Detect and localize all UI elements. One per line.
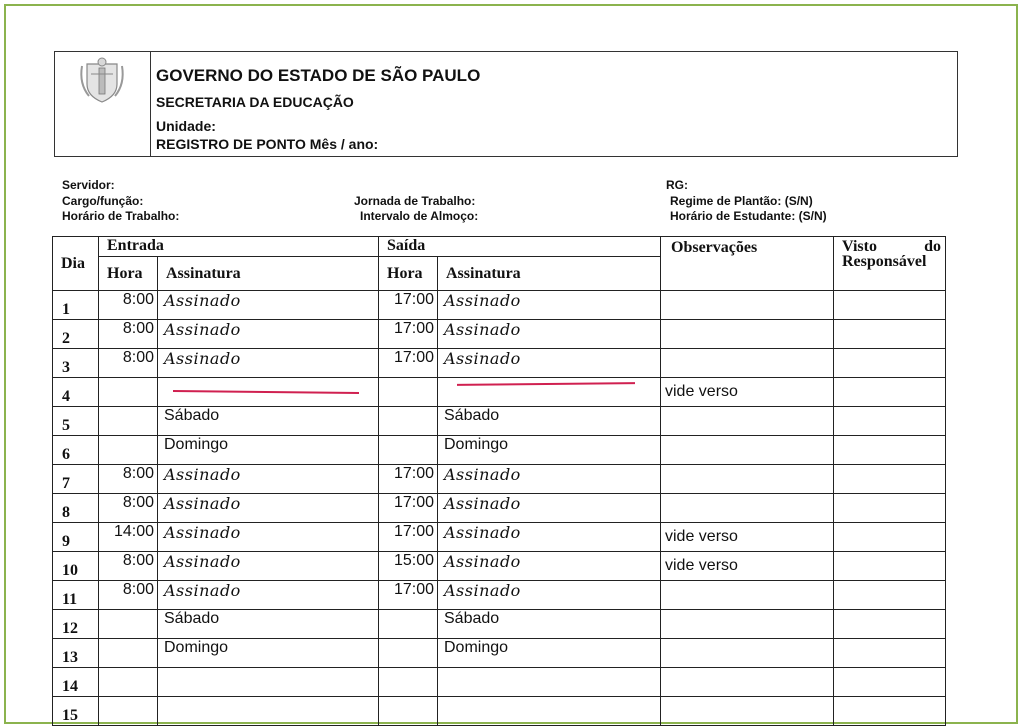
entrada-assinatura-cell: Assinado: [158, 349, 379, 378]
entrada-assinatura-cell: [158, 668, 379, 697]
entrada-assinatura-cell: Assinado: [158, 291, 379, 320]
logo-cell: [55, 52, 151, 156]
observacoes-cell: vide verso: [661, 552, 834, 581]
day-number: 1: [53, 291, 99, 320]
saida-hora-cell: [379, 697, 438, 726]
day-number: 10: [53, 552, 99, 581]
saida-hora-cell: [379, 610, 438, 639]
visto-cell: [834, 523, 946, 552]
table-row: [53, 436, 946, 465]
day-number: 7: [53, 465, 99, 494]
table-row: [53, 697, 946, 726]
visto-cell: [834, 697, 946, 726]
saida-hora-cell: 15:00: [379, 552, 438, 581]
table-row: [53, 465, 946, 494]
entrada-hora-cell: 8:00: [99, 581, 158, 610]
servidor-label: Servidor:: [62, 178, 115, 192]
entrada-assinatura-cell: Assinado: [158, 465, 379, 494]
saida-hora-cell: 17:00: [379, 494, 438, 523]
entrada-assinatura-cell: Assinado: [158, 320, 379, 349]
table-row: [53, 639, 946, 668]
entrada-hora-cell: [99, 436, 158, 465]
entrada-assinatura-cell: Assinado: [158, 552, 379, 581]
entrada-assinatura-cell: Sábado: [158, 610, 379, 639]
saida-hora-cell: 17:00: [379, 465, 438, 494]
header-observacoes: Observações: [661, 237, 834, 291]
regime-plantao-label: Regime de Plantão: (S/N): [670, 194, 813, 208]
saida-assinatura-cell: Assinado: [438, 494, 661, 523]
visto-cell: [834, 465, 946, 494]
horario-trabalho-label: Horário de Trabalho:: [62, 209, 180, 223]
table-row: [53, 552, 946, 581]
saida-assinatura-cell: Assinado: [438, 320, 661, 349]
observacoes-cell: [661, 349, 834, 378]
register-month-year-label: REGISTRO DE PONTO Mês / ano:: [156, 136, 379, 152]
observacoes-cell: vide verso: [661, 523, 834, 552]
header-entrada-assinatura: Assinatura: [158, 257, 379, 291]
visto-cell: [834, 291, 946, 320]
visto-cell: [834, 349, 946, 378]
saida-assinatura-cell: Sábado: [438, 610, 661, 639]
observacoes-cell: [661, 465, 834, 494]
saida-hora-cell: 17:00: [379, 291, 438, 320]
header-dia: Dia: [53, 237, 99, 291]
entrada-assinatura-cell: Assinado: [158, 581, 379, 610]
entrada-hora-cell: 8:00: [99, 291, 158, 320]
table-row: [53, 494, 946, 523]
entrada-assinatura-cell: Assinado: [158, 523, 379, 552]
visto-cell: [834, 436, 946, 465]
day-number: 2: [53, 320, 99, 349]
day-number: 8: [53, 494, 99, 523]
entrada-hora-cell: 14:00: [99, 523, 158, 552]
observacoes-cell: [661, 639, 834, 668]
observacoes-cell: [661, 668, 834, 697]
saida-hora-cell: 17:00: [379, 581, 438, 610]
table-row: [53, 320, 946, 349]
visto-cell: [834, 639, 946, 668]
observacoes-cell: [661, 494, 834, 523]
visto-cell: [834, 552, 946, 581]
entrada-hora-cell: 8:00: [99, 465, 158, 494]
observacoes-cell: vide verso: [661, 378, 834, 407]
observacoes-cell: [661, 407, 834, 436]
observacoes-cell: [661, 581, 834, 610]
entrada-hora-cell: [99, 639, 158, 668]
visto-cell: [834, 378, 946, 407]
entrada-assinatura-cell: Assinado: [158, 494, 379, 523]
entrada-hora-cell: [99, 697, 158, 726]
sao-paulo-coat-of-arms-icon: [77, 56, 127, 106]
visto-cell: [834, 407, 946, 436]
header-entrada: Entrada: [99, 237, 379, 257]
saida-hora-cell: 17:00: [379, 523, 438, 552]
table-row: [53, 407, 946, 436]
day-number: 5: [53, 407, 99, 436]
day-number: 9: [53, 523, 99, 552]
attendance-table: [52, 236, 946, 726]
visto-cell: [834, 610, 946, 639]
saida-hora-cell: [379, 668, 438, 697]
visto-cell: [834, 668, 946, 697]
table-row: [53, 523, 946, 552]
entrada-hora-cell: [99, 378, 158, 407]
unit-label: Unidade:: [156, 118, 216, 134]
table-row: [53, 581, 946, 610]
saida-assinatura-cell: [438, 697, 661, 726]
entrada-hora-cell: 8:00: [99, 494, 158, 523]
rg-label: RG:: [666, 178, 688, 192]
day-number: 3: [53, 349, 99, 378]
entrada-assinatura-cell: Domingo: [158, 436, 379, 465]
entrada-hora-cell: 8:00: [99, 552, 158, 581]
day-number: 11: [53, 581, 99, 610]
day-number: 6: [53, 436, 99, 465]
saida-assinatura-cell: Assinado: [438, 465, 661, 494]
entrada-assinatura-cell: [158, 697, 379, 726]
saida-assinatura-cell: Assinado: [438, 581, 661, 610]
header-saida-assinatura: Assinatura: [438, 257, 661, 291]
entrada-assinatura-cell: Domingo: [158, 639, 379, 668]
entrada-hora-cell: [99, 668, 158, 697]
saida-assinatura-cell: Assinado: [438, 552, 661, 581]
table-row: [53, 668, 946, 697]
header-entrada-hora: Hora: [99, 257, 158, 291]
jornada-label: Jornada de Trabalho:: [354, 194, 476, 208]
observacoes-cell: [661, 610, 834, 639]
table-row: [53, 291, 946, 320]
observacoes-cell: [661, 291, 834, 320]
secretariat-title: SECRETARIA DA EDUCAÇÃO: [156, 94, 354, 110]
saida-assinatura-cell: Assinado: [438, 291, 661, 320]
entrada-hora-cell: 8:00: [99, 349, 158, 378]
day-number: 12: [53, 610, 99, 639]
saida-assinatura-cell: Sábado: [438, 407, 661, 436]
saida-hora-cell: [379, 378, 438, 407]
observacoes-cell: [661, 320, 834, 349]
government-title: GOVERNO DO ESTADO DE SÃO PAULO: [156, 66, 481, 85]
visto-cell: [834, 320, 946, 349]
saida-assinatura-cell: Assinado: [438, 523, 661, 552]
saida-assinatura-cell: [438, 668, 661, 697]
day-number: 14: [53, 668, 99, 697]
entrada-assinatura-cell: Sábado: [158, 407, 379, 436]
day-number: 13: [53, 639, 99, 668]
visto-cell: [834, 494, 946, 523]
cargo-label: Cargo/função:: [62, 194, 144, 208]
observacoes-cell: [661, 436, 834, 465]
saida-hora-cell: [379, 639, 438, 668]
saida-hora-cell: [379, 436, 438, 465]
entrada-hora-cell: 8:00: [99, 320, 158, 349]
day-number: 15: [53, 697, 99, 726]
saida-hora-cell: [379, 407, 438, 436]
saida-hora-cell: 17:00: [379, 320, 438, 349]
saida-assinatura-cell: Domingo: [438, 436, 661, 465]
day-number: 4: [53, 378, 99, 407]
table-row: [53, 610, 946, 639]
saida-assinatura-cell: Domingo: [438, 639, 661, 668]
table-row: [53, 349, 946, 378]
entrada-hora-cell: [99, 407, 158, 436]
saida-assinatura-cell: Assinado: [438, 349, 661, 378]
document-header: [54, 51, 958, 157]
header-saida-hora: Hora: [379, 257, 438, 291]
header-saida: Saída: [379, 237, 661, 257]
observacoes-cell: [661, 697, 834, 726]
horario-estudante-label: Horário de Estudante: (S/N): [670, 209, 827, 223]
intervalo-label: Intervalo de Almoço:: [360, 209, 479, 223]
entrada-hora-cell: [99, 610, 158, 639]
saida-hora-cell: 17:00: [379, 349, 438, 378]
header-visto-responsavel: Visto do Responsável: [834, 237, 946, 291]
visto-cell: [834, 581, 946, 610]
